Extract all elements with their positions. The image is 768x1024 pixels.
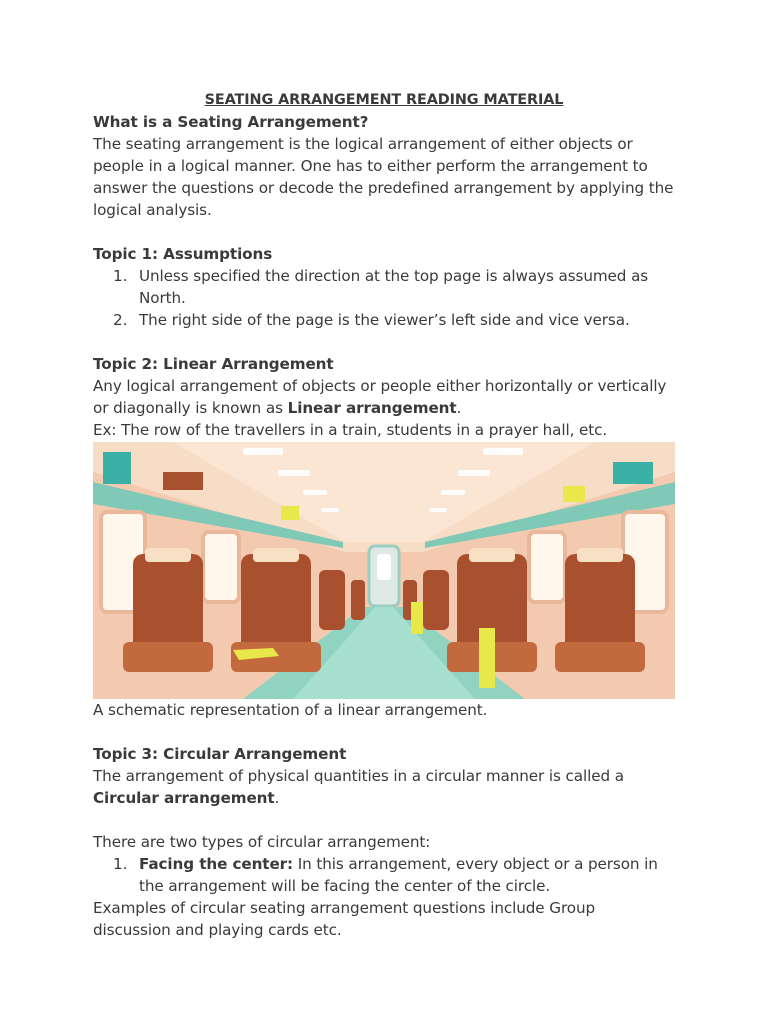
circular-arrangement-term: Circular arrangement bbox=[93, 789, 275, 807]
circular-types-list bbox=[93, 853, 675, 897]
topic3-heading: Topic 3: Circular Arrangement bbox=[93, 745, 347, 763]
list-item-text: Unless specified the direction at the top page is always assumed as North. bbox=[139, 267, 649, 307]
list-number: 1. bbox=[113, 267, 128, 285]
topic2-body bbox=[93, 375, 675, 419]
circular-examples: Examples of circular seating arrangement questions include Group discussion and playing cards etc. bbox=[93, 899, 596, 939]
topic2-body-text: Any logical arrangement of objects or people either horizontally or vertically or diagonally is known as bbox=[93, 377, 667, 417]
topic3-body-text: The arrangement of physical quantities in a circular manner is called a bbox=[93, 767, 624, 785]
figure-caption: A schematic representation of a linear arrangement. bbox=[93, 701, 488, 719]
list-number: 2. bbox=[113, 311, 128, 329]
types-intro: There are two types of circular arrangement: bbox=[93, 833, 431, 851]
topic2-heading: Topic 2: Linear Arrangement bbox=[93, 355, 334, 373]
topic3-body-end: . bbox=[274, 789, 280, 807]
facing-center-term: Facing the center: bbox=[139, 855, 294, 873]
document-page bbox=[93, 89, 675, 941]
topic3-body bbox=[93, 765, 675, 809]
list-number: 1. bbox=[113, 855, 128, 873]
linear-arrangement-term: Linear arrangement bbox=[287, 399, 457, 417]
topic1-heading: Topic 1: Assumptions bbox=[93, 245, 273, 263]
list-item-text: The right side of the page is the viewer’s left side and vice versa. bbox=[139, 311, 630, 329]
list-item bbox=[93, 853, 675, 897]
train-interior-illustration bbox=[93, 442, 675, 699]
intro-heading: What is a Seating Arrangement? bbox=[93, 113, 369, 131]
topic2-example: Ex: The row of the travellers in a train, students in a prayer hall, etc. bbox=[93, 421, 608, 439]
intro-body: The seating arrangement is the logical arrangement of either objects or people in a logical manner. One has to either perform the arrangement to answer the questions or decode the predefined arrangement by applying the logical analysis. bbox=[93, 135, 674, 219]
list-item-text: In this arrangement, every object or a person in the arrangement will be facing the center of the circle. bbox=[139, 855, 658, 895]
list-item bbox=[93, 265, 675, 309]
assumptions-list bbox=[93, 265, 675, 331]
list-item bbox=[93, 309, 675, 331]
page-title: SEATING ARRANGEMENT READING MATERIAL bbox=[204, 92, 564, 108]
topic2-body-end: . bbox=[456, 399, 462, 417]
